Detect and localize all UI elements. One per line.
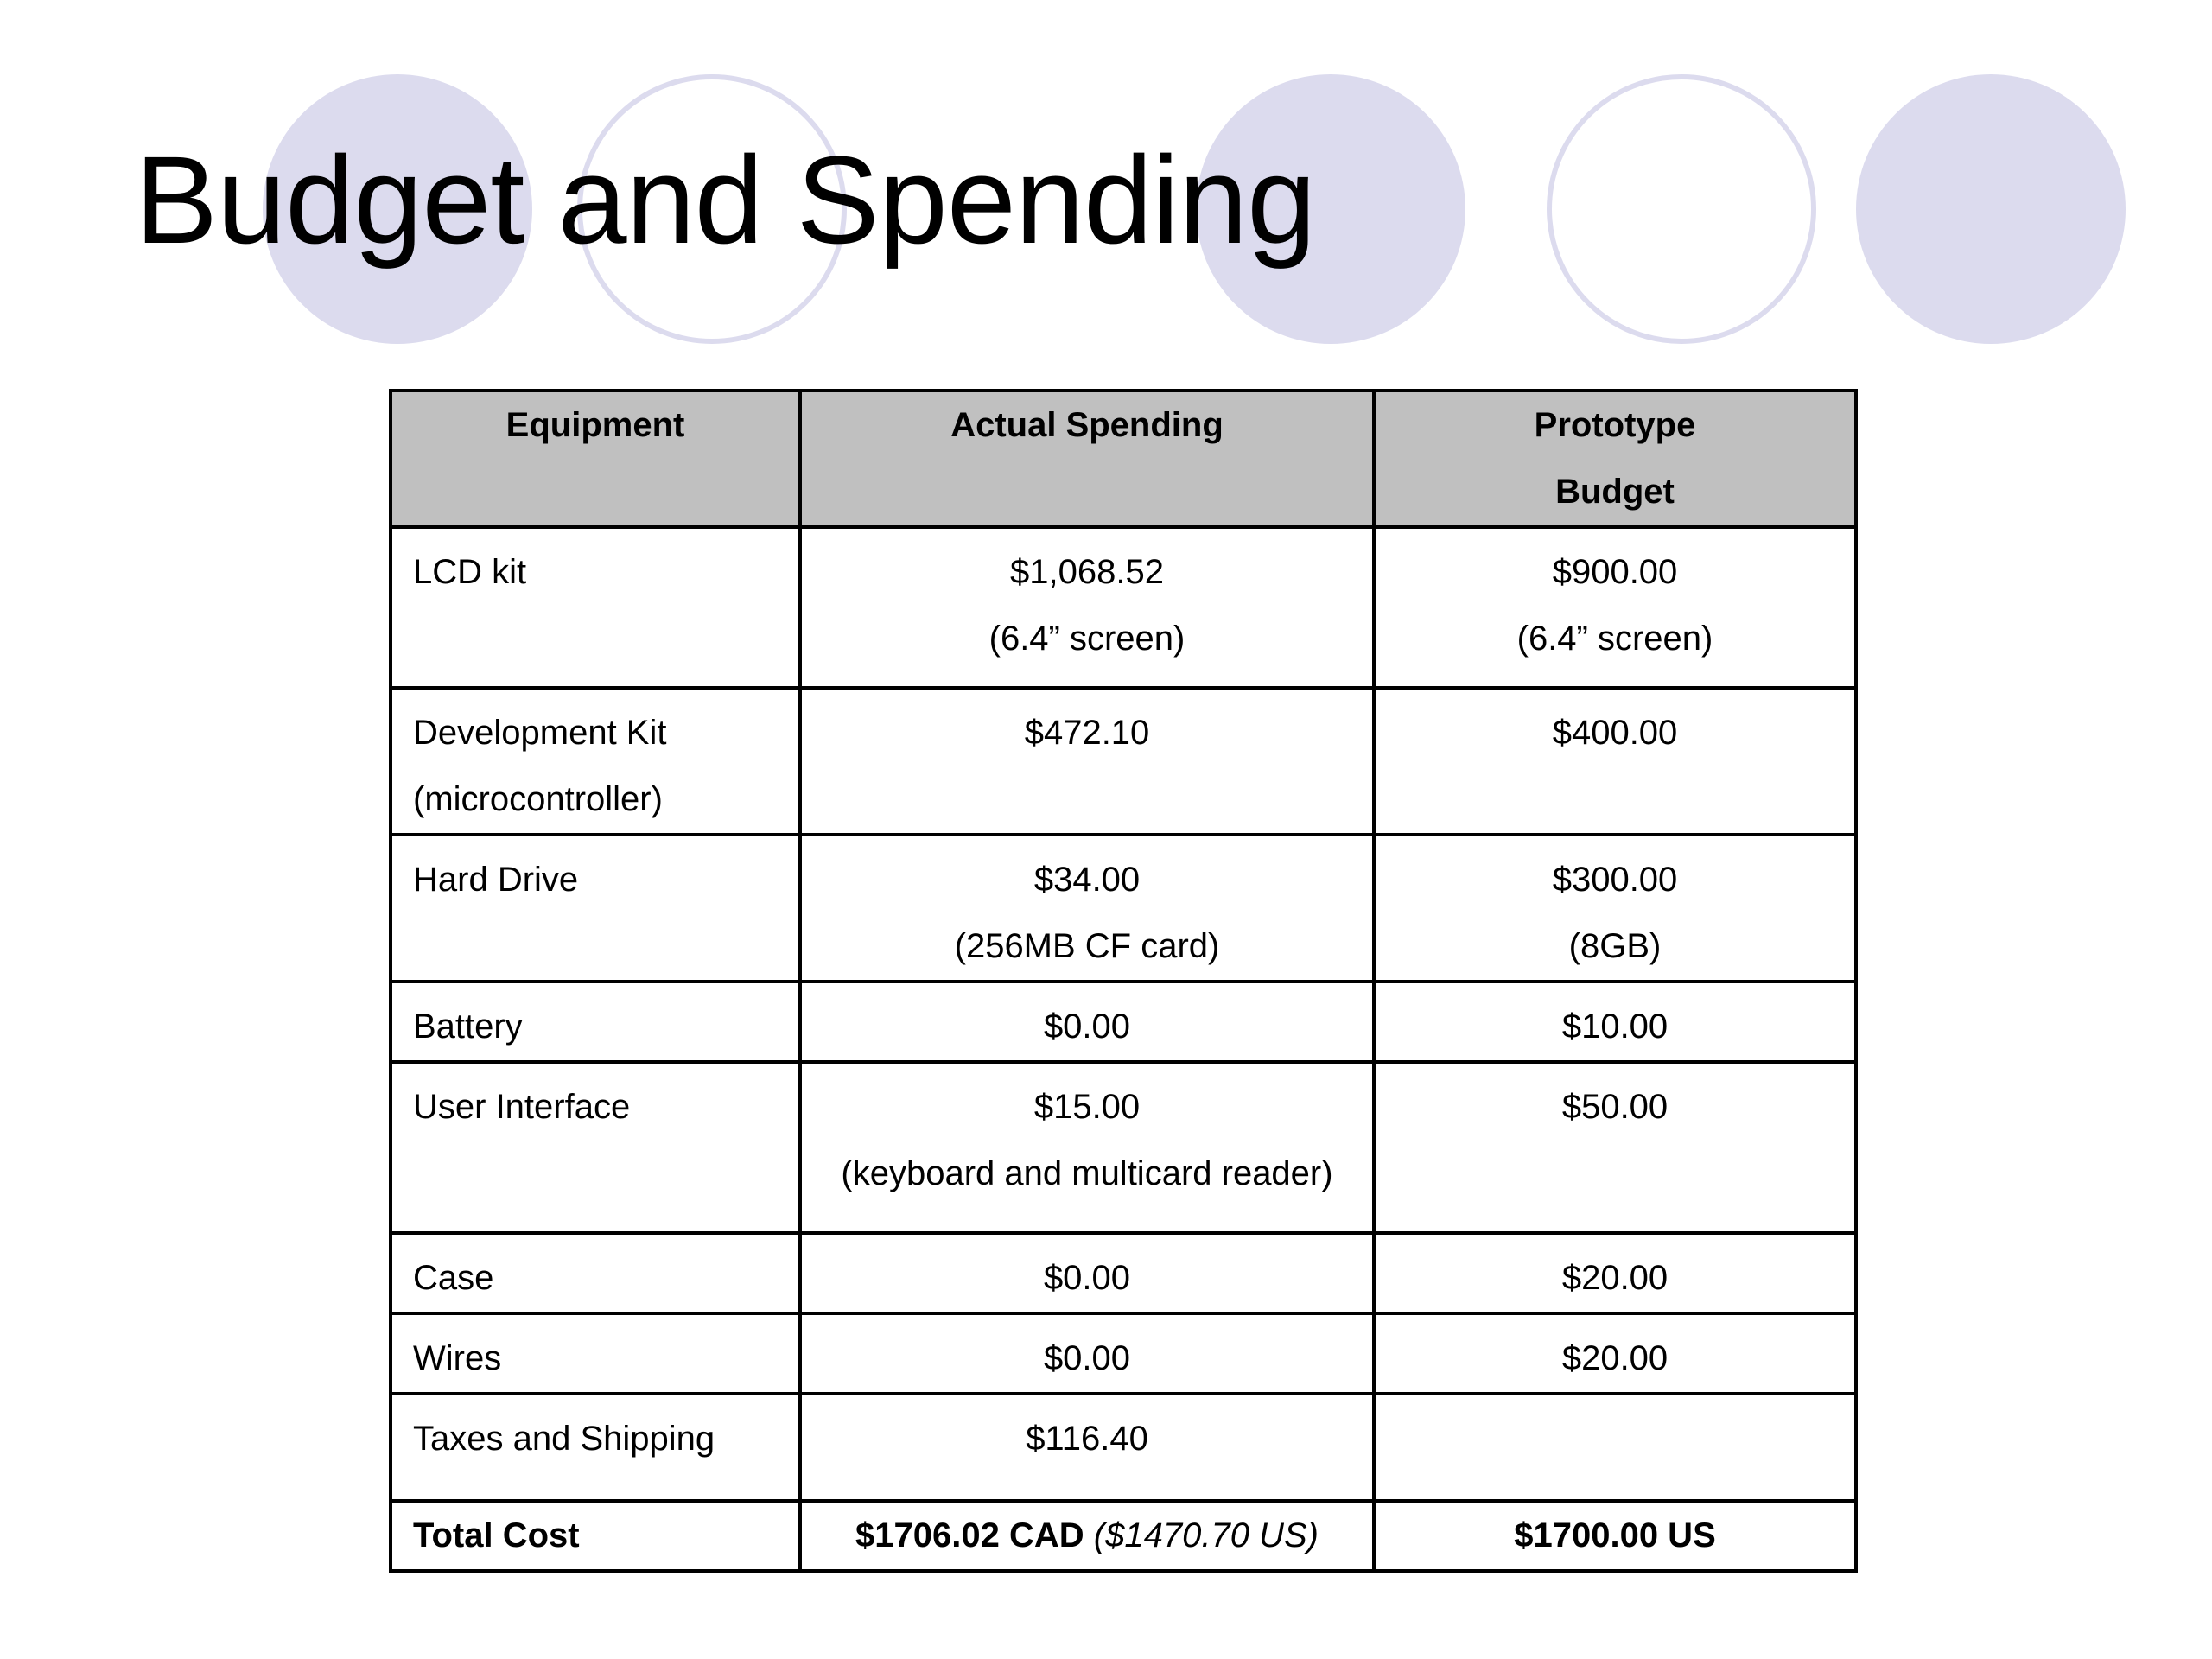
- total-actual-cad: $1706.02 CAD: [855, 1516, 1084, 1554]
- cell-budget: $400.00: [1374, 688, 1856, 835]
- cell-actual: $472.10: [800, 688, 1374, 835]
- cell-budget: [1374, 1394, 1856, 1501]
- table-header-row: [391, 391, 1856, 527]
- slide-title: Budget and Spending: [135, 130, 1316, 270]
- cell-item: Development Kit (microcontroller): [391, 688, 800, 835]
- table-row: [391, 688, 1856, 835]
- table-row: [391, 527, 1856, 688]
- cell-budget: $300.00 (8GB): [1374, 835, 1856, 982]
- table-row: [391, 1394, 1856, 1501]
- total-row: [391, 1501, 1856, 1571]
- budget-table: [389, 389, 1858, 1573]
- cell-budget: $20.00: [1374, 1313, 1856, 1394]
- table-row: [391, 982, 1856, 1062]
- cell-actual: $116.40: [800, 1394, 1374, 1501]
- cell-budget: $20.00: [1374, 1233, 1856, 1313]
- cell-actual: $0.00: [800, 1313, 1374, 1394]
- total-actual: [800, 1501, 1374, 1571]
- total-actual-us: ($1470.70 US): [1093, 1516, 1319, 1554]
- cell-budget: $10.00: [1374, 982, 1856, 1062]
- cell-actual: $15.00 (keyboard and multicard reader): [800, 1062, 1374, 1233]
- decorative-circle-filled: [1856, 74, 2126, 344]
- cell-actual: $0.00: [800, 1233, 1374, 1313]
- cell-item: Wires: [391, 1313, 800, 1394]
- table-row: [391, 1233, 1856, 1313]
- header-actual-spending: Actual Spending: [800, 391, 1374, 527]
- cell-actual: $34.00 (256MB CF card): [800, 835, 1374, 982]
- decorative-circle-outline: [1547, 74, 1816, 344]
- cell-item: Hard Drive: [391, 835, 800, 982]
- cell-item: Taxes and Shipping: [391, 1394, 800, 1501]
- cell-actual: $0.00: [800, 982, 1374, 1062]
- table-row: [391, 835, 1856, 982]
- header-equipment: Equipment: [391, 391, 800, 527]
- cell-item: LCD kit: [391, 527, 800, 688]
- cell-budget: $900.00 (6.4” screen): [1374, 527, 1856, 688]
- cell-item: Case: [391, 1233, 800, 1313]
- header-prototype-budget: Prototype Budget: [1374, 391, 1856, 527]
- cell-item: Battery: [391, 982, 800, 1062]
- table-row: [391, 1313, 1856, 1394]
- cell-actual: $1,068.52 (6.4” screen): [800, 527, 1374, 688]
- cell-budget: $50.00: [1374, 1062, 1856, 1233]
- table-row: [391, 1062, 1856, 1233]
- total-label: Total Cost: [391, 1501, 800, 1571]
- cell-item: User Interface: [391, 1062, 800, 1233]
- total-budget: $1700.00 US: [1374, 1501, 1856, 1571]
